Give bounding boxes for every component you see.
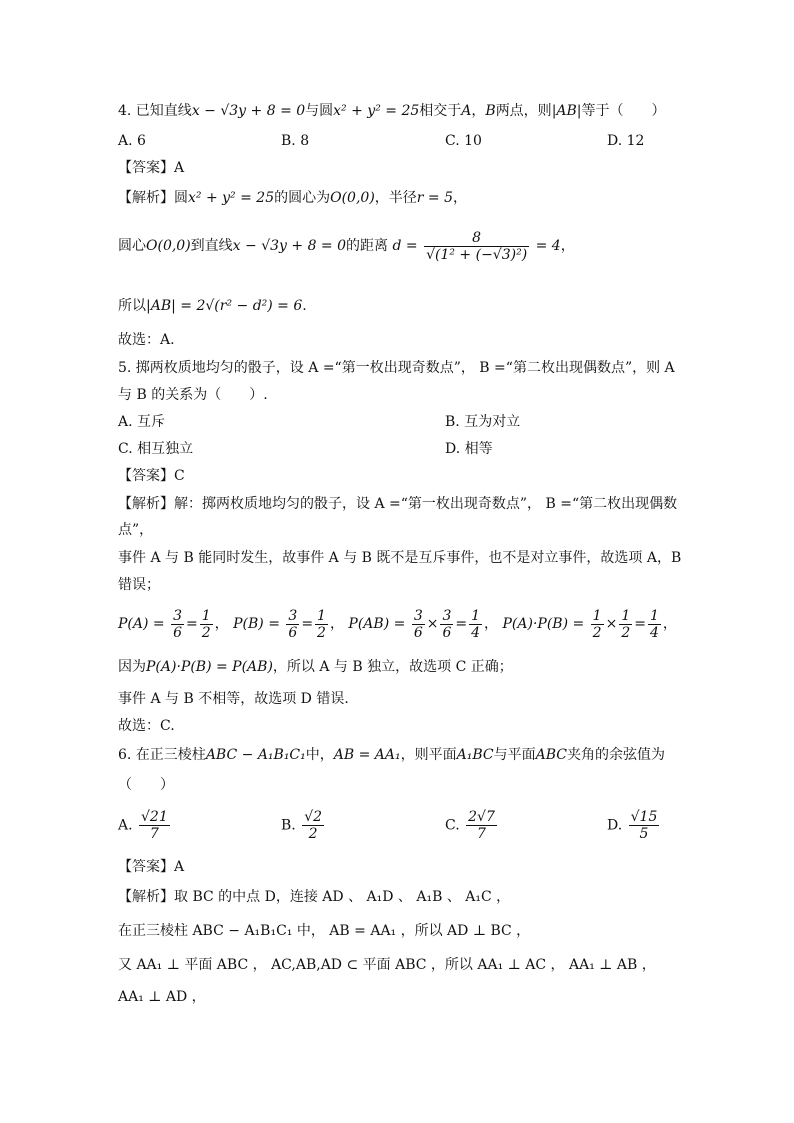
q5-p4-frac-c	[648, 608, 661, 641]
q6-option-c-label: C.	[445, 817, 460, 834]
q5-option-d: D. 相等	[445, 441, 493, 457]
q6-stem-prefix: 6. 在正三棱柱	[118, 747, 206, 763]
q6-option-a-num: √21	[141, 809, 168, 825]
q4-option-a: A. 6	[118, 133, 146, 149]
q4-sol2-prefix: 圆心	[118, 238, 146, 254]
q4-solution-line-3	[118, 296, 307, 316]
q4-stem-prefix: 4. 已知直线	[118, 103, 192, 119]
q5-p2-frac-a	[286, 608, 299, 641]
q4-solution-line-1	[118, 188, 467, 208]
q5-option-b: B. 互为对立	[445, 414, 521, 430]
q5-p2-lhs: P(B) =	[233, 616, 280, 632]
q6-option-a-frac	[139, 809, 170, 842]
q5-p1-lhs: P(A) =	[118, 616, 165, 632]
q5-sol6-eq: P(A)·P(B) = P(AB)	[146, 659, 273, 675]
q4-stem-suffix: 等于（ ）	[581, 103, 666, 119]
q5-p3-c-den: 4	[471, 624, 481, 641]
q4-distance-numerator: 8	[424, 230, 529, 247]
q4-option-b: B. 8	[281, 133, 310, 149]
q4-sol1-r: r = 5	[416, 190, 454, 206]
q4-stem	[118, 101, 666, 121]
q5-solution-line-1: 【解析】解：掷两枚质地均匀的骰子，设 A =“第一枚出现奇数点”， B =“第二枚出现偶数	[118, 496, 678, 512]
q4-distance-fraction	[424, 230, 529, 263]
q6-option-c-den: 7	[477, 826, 486, 842]
q6-option-d-den: 5	[639, 826, 649, 842]
q4-answer: 【答案】A	[118, 160, 185, 176]
q6-solution-line-2: 在正三棱柱 ABC − A₁B₁C₁ 中， AB = AA₁ ，所以 AD ⊥ BC ，	[118, 923, 531, 939]
q5-p1-a-den: 6	[173, 624, 183, 641]
q5-p4-b-den: 2	[621, 624, 631, 641]
q5-p1-a-num: 3	[173, 607, 183, 624]
q4-point-b: B	[485, 103, 496, 119]
q5-solution-line-4: 错误；	[118, 577, 160, 593]
q6-eq: AB = AA₁	[333, 747, 401, 763]
q4-sol2-line: x − √3y + 8 = 0	[232, 238, 347, 254]
q5-p2-b-num: 1	[317, 607, 326, 624]
q6-option-c	[445, 809, 499, 842]
q6-option-a	[118, 809, 172, 842]
q5-option-a: A. 互斥	[118, 414, 166, 430]
q5-solution-line-6	[118, 657, 513, 677]
q6-option-b-frac	[302, 809, 324, 842]
q5-p1-b-den: 2	[201, 624, 211, 641]
q6-option-d-label: D.	[607, 817, 623, 834]
q4-option-d: D. 12	[607, 133, 645, 149]
q6-option-c-frac	[466, 809, 497, 842]
q6-stem-mid: 中，	[305, 747, 334, 763]
q5-p1-frac-a	[171, 608, 184, 641]
q6-option-d-frac	[629, 809, 660, 842]
q6-stem-line-1	[118, 745, 665, 765]
q6-option-b-den: 2	[308, 826, 318, 842]
q6-option-a-label: A.	[118, 817, 133, 834]
q5-p2-a-den: 6	[288, 624, 298, 641]
q4-ab: |AB|	[551, 103, 582, 119]
q6-prism: ABC − A₁B₁C₁	[205, 747, 306, 763]
q5-p1-frac-b	[200, 608, 213, 641]
q6-option-a-den: 7	[149, 826, 159, 842]
q4-sol2-result: = 4	[535, 238, 561, 254]
q4-sol2-mid: 到直线	[190, 238, 233, 254]
q4-sol2-d: d =	[392, 238, 418, 254]
q5-stem-line-2: 与 B 的关系为（ ）.	[118, 387, 268, 403]
q5-p3-a-den: 6	[413, 624, 423, 641]
q6-stem-mid3: 与平面	[493, 747, 536, 763]
q4-sol2-mid2: 的距离	[346, 238, 389, 254]
q5-p4-frac-b	[619, 608, 632, 641]
q6-plane1: A₁BC	[456, 747, 494, 763]
q5-p2-frac-b	[315, 608, 328, 641]
q6-option-b-label: B.	[281, 817, 296, 834]
q4-sol1-center: O(0,0)	[330, 190, 375, 206]
q5-sol6-suffix: ，所以 A 与 B 独立，故选项 C 正确；	[272, 659, 513, 675]
q6-stem-line-2: （ ）	[118, 777, 174, 793]
q4-sol1-circle: x² + y² = 25	[188, 190, 275, 206]
q4-mid1: 与圆	[305, 103, 334, 119]
q5-p4-a-den: 2	[592, 624, 602, 641]
q4-sol1-end: ，	[453, 190, 468, 206]
q6-option-b	[281, 809, 326, 842]
q5-solution-line-7: 事件 A 与 B 不相等，故选项 D 错误.	[118, 691, 349, 707]
q5-option-c: C. 相互独立	[118, 441, 194, 457]
q4-solution-line-2	[118, 226, 575, 266]
q5-solution-line-2: 点”，	[118, 522, 154, 538]
q6-answer: 【答案】A	[118, 859, 185, 875]
q5-p3-b-num: 3	[442, 607, 452, 624]
q4-mid2: 相交于	[419, 103, 462, 119]
q4-circle-eq: x² + y² = 25	[333, 103, 420, 119]
q5-p3-b-den: 6	[442, 624, 452, 641]
q4-sol2-end: ，	[560, 238, 575, 254]
q4-point-a: A	[461, 103, 472, 119]
q5-probability-line: P(A) = $\frac{3}{6}$ = $\frac{1}{2}$ ， P(B) = $\frac{3}{6}$ = $\frac{1}{2}$ ， P(AB) = $\frac{3}{6}$ × $\frac{3}{6}$ = $\frac{1}{4}$ ， P(A)·P(B) = $\frac{1}{2}$ × $\frac{1}{2}$ = $\frac{1}{4}$ ，	[118, 607, 677, 641]
q6-plane2: ABC	[535, 747, 567, 763]
q4-solution-line-4: 故选：A.	[118, 332, 175, 348]
q4-sol3-end: .	[302, 298, 307, 314]
q6-option-c-num: 2√7	[468, 809, 495, 825]
q5-p4-a-num: 1	[592, 607, 602, 624]
q4-sol2-center: O(0,0)	[146, 238, 191, 254]
q5-p3-frac-a	[412, 608, 425, 641]
q5-p3-a-num: 3	[413, 607, 423, 624]
q4-sol1-mid2: ，半径	[374, 190, 417, 206]
q4-mid3: 两点，则	[495, 103, 552, 119]
q6-option-d	[607, 809, 661, 842]
q4-sol3-prefix: 所以	[118, 298, 146, 314]
q6-solution-line-1: 【解析】取 BC 的中点 D，连接 AD 、 A₁D 、 A₁B 、 A₁C ，	[118, 889, 511, 905]
q4-option-c: C. 10	[445, 133, 482, 149]
q5-p2-b-den: 2	[317, 624, 326, 641]
q5-solution-line-8: 故选：C.	[118, 718, 175, 734]
q4-line-eq: x − √3y + 8 = 0	[191, 103, 306, 119]
q6-option-b-num: √2	[304, 809, 323, 825]
q4-sol1-prefix: 【解析】圆	[118, 190, 188, 206]
q4-sol3-eq: |AB| = 2√(r² − d²) = 6	[146, 298, 303, 314]
q5-answer: 【答案】C	[118, 468, 185, 484]
q5-p4-lhs: P(A)·P(B) =	[502, 616, 585, 632]
q6-stem-mid2: ，则平面	[400, 747, 457, 763]
q5-p4-c-den: 4	[649, 624, 659, 641]
q6-stem-suffix: 夹角的余弦值为	[567, 747, 665, 763]
q6-solution-line-4: AA₁ ⊥ AD ，	[118, 989, 206, 1005]
q6-solution-line-3: 又 AA₁ ⊥ 平面 ABC ， AC,AB,AD ⊂ 平面 ABC ，所以 AA₁ ⊥ AC ， AA₁ ⊥ AB ，	[118, 957, 656, 973]
q5-p4-b-num: 1	[621, 607, 631, 624]
q5-stem-line-1: 5. 掷两枚质地均匀的骰子，设 A =“第一枚出现奇数点”， B =“第二枚出现偶数点”，则 A	[118, 360, 675, 376]
q5-p4-frac-a	[591, 608, 604, 641]
q5-solution-line-3: 事件 A 与 B 能同时发生，故事件 A 与 B 既不是互斥事件，也不是对立事件，故选项 A，B	[118, 550, 682, 566]
q4-sep: ，	[471, 103, 486, 119]
q5-p3-lhs: P(AB) =	[348, 616, 406, 632]
q5-p1-b-num: 1	[201, 607, 211, 624]
q6-option-d-num: √15	[630, 809, 658, 825]
q5-p3-frac-b	[440, 608, 453, 641]
q5-p3-frac-c	[469, 608, 482, 641]
q5-sol6-prefix: 因为	[118, 659, 146, 675]
q4-distance-denominator: √(1² + (−√3)²)	[426, 246, 528, 263]
q5-p2-a-num: 3	[288, 607, 298, 624]
q4-sol1-mid: 的圆心为	[274, 190, 331, 206]
q5-p3-c-num: 1	[471, 607, 481, 624]
q5-p4-c-num: 1	[649, 607, 659, 624]
